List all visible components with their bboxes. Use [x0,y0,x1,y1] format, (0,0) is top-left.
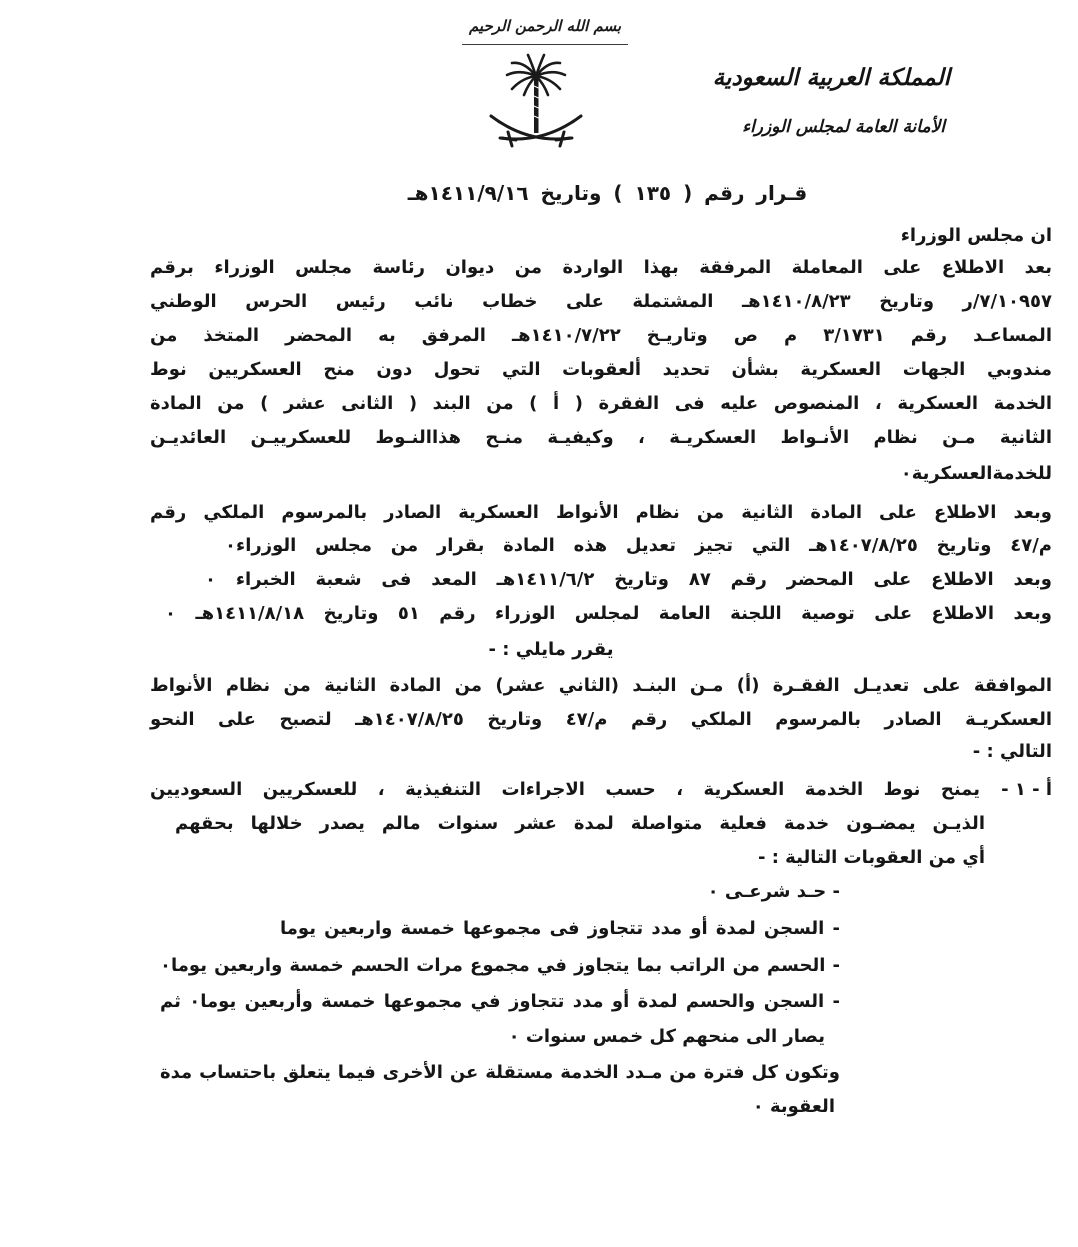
recital-line: وبعد الاطلاع على المادة الثانية من نظام الأنواط العسكرية الصادر بالمرسوم الملكي رقم [150,502,1052,523]
recital-line: الخدمة العسكرية ، المنصوص عليه فى الفقرة ( أ ) من البند ( الثانى عشر ) من المادة [150,393,1052,414]
decision-title: قـرار رقم ( ١٣٥ ) وتاريخ ١٤١١/٩/١٦هـ [407,181,808,205]
clause-label: أ - ١ - [1001,779,1052,800]
penalty-item: - السجن لمدة أو مدد تتجاوز فى مجموعها خمسة واربعين يوما [280,918,840,939]
penalty-item: - الحسم من الراتب بما يتجاوز في مجموع مرات الحسم خمسة واربعين يوما٠ [160,955,840,976]
recital-line: بعد الاطلاع على المعاملة المرفقة بهذا الواردة من ديوان رئاسة مجلس الوزراء برقم [150,257,1052,278]
recital-line: م/٤٧ وتاريخ ١٤٠٧/٨/٢٥هـ التي تجيز تعديل هذه المادة بقرار من مجلس الوزراء٠ [225,535,1052,556]
recital-line: للخدمةالعسكرية٠ [900,463,1052,484]
clause-line: أي من العقوبات التالية : - [757,847,985,868]
approval-line: الموافقة على تعديـل الفقـرة (أ) مـن البنـد (الثاني عشر) من المادة الثانية من نظام الأنواط [150,675,1052,696]
closing-line: وتكون كل فترة من مـدد الخدمة مستقلة عن الأخرى فيما يتعلق باحتساب مدة [160,1062,840,1083]
resolves-heading: يقرر مايلي : - [488,639,614,660]
opening-line: ان مجلس الوزراء [900,225,1052,246]
kingdom-name: المملكة العربية السعودية [712,65,950,91]
palm-and-swords-icon [488,52,584,154]
recital-line: مندوبي الجهات العسكرية بشأن تحديد ألعقوبات التي تحول دون منح العسكريين نوط [150,359,1052,380]
clause-line: يمنح نوط الخدمة العسكرية ، حسب الاجراءات التنفيذية ، للعسكريين السعوديين [150,779,980,800]
penalty-item: - السجن والحسم لمدة أو مدد تتجاوز في مجموعها خمسة وأربعين يوما٠ ثم [160,991,841,1012]
recital-line: ٧/١٠٩٥٧/ر وتاريخ ١٤١٠/٨/٢٣هـ المشتملة على خطاب نائب رئيس الحرس الوطني [150,291,1052,312]
approval-line: العسكريـة الصادر بالمرسوم الملكي رقم م/٤٧ وتاريخ ١٤٠٧/٨/٢٥هـ لتصبح على النحو [150,709,1052,730]
approval-line: التالي : - [972,741,1052,762]
penalty-item: - حـد شرعـى ٠ [707,881,840,902]
closing-line: العقوبة ٠ [752,1096,835,1117]
recital-line: وبعد الاطلاع على توصية اللجنة العامة لمجلس الوزراء رقم ٥١ وتاريخ ١٤١١/٨/١٨هـ ٠ [165,603,1052,624]
recital-line: الثانية مـن نظام الأنـواط العسكريـة ، وكيفيـة منـح هذاالنـوط للعسكرييـن العائديـن [150,427,1052,448]
recital-line: المساعـد رقم ٣/١٧٣١ م ص وتاريـخ ١٤١٠/٧/٢٢هـ المرفق به المحضر المتخذ من [150,325,1052,346]
department-name: الأمانة العامة لمجلس الوزراء [742,117,945,137]
recital-line: وبعد الاطلاع على المحضر رقم ٨٧ وتاريخ ١٤١١/٦/٢هـ المعد فى شعبة الخبراء ٠ [205,569,1052,590]
penalty-continuation: يصار الى منحهم كل خمس سنوات ٠ [508,1026,825,1047]
basmala: بسم الله الرحمن الرحيم [462,8,628,45]
clause-line: الذيـن يمضـون خدمة فعلية متواصلة لمدة عشر سنوات مالم يصدر خلالها بحقهم [175,813,985,834]
